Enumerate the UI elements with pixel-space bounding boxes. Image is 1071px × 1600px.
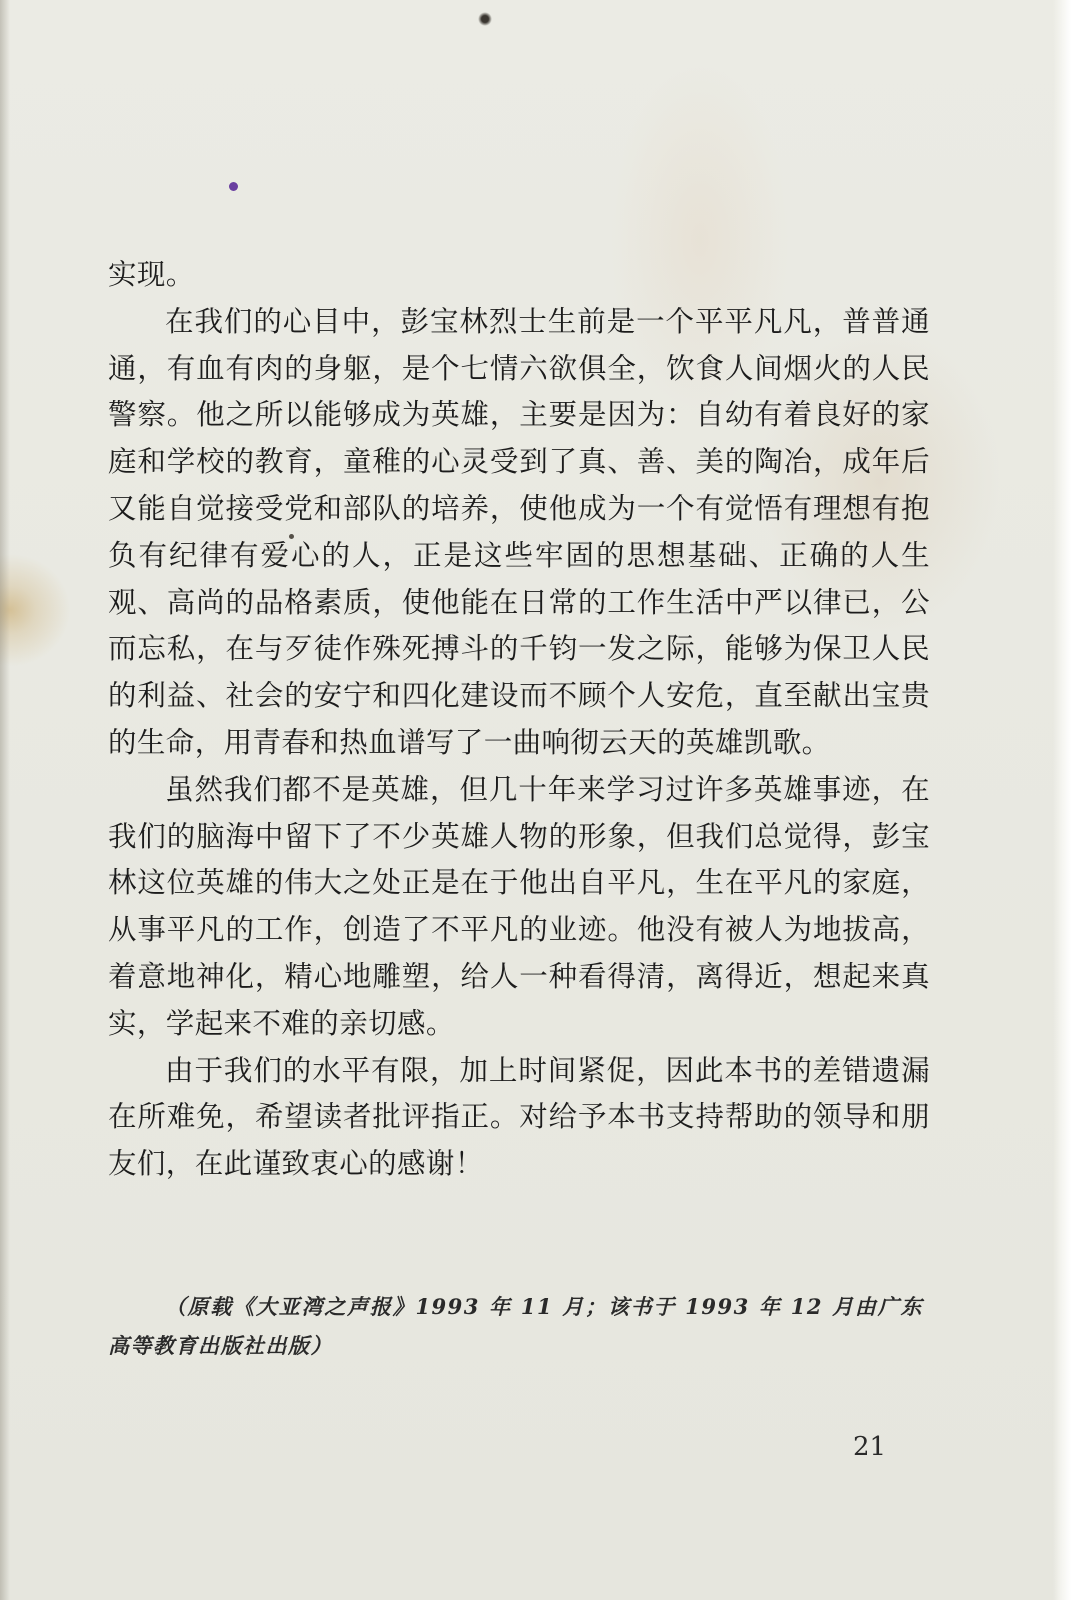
paragraph: 由于我们的水平有限，加上时间紧促，因此本书的差错遗漏在所难免，希望读者批评指正。对给予本书支持帮助的领导和朋友们，在此谨致衷心的感谢！ (108, 1053, 930, 1181)
page-number: 21 (853, 1432, 887, 1462)
paragraph-continued: 实现。 (108, 258, 195, 291)
page-left-edge-shadow (0, 0, 10, 1600)
ink-speck (478, 12, 492, 26)
paragraph: 虽然我们都不是英雄，但几十年来学习过许多英雄事迹，在我们的脑海中留下了不少英雄人物的形象，但我们总觉得，彭宝林这位英雄的伟大之处正是在于他出自平凡，生在平凡的家庭，从事平凡的工作，创造了不平凡的业迹。他没有被人为地拔高，着意地神化，精心地雕塑，给人一种看得清，离得近，想起来真实，学起来不难的亲切感。 (108, 772, 930, 1040)
body-text (108, 252, 930, 1188)
source-note: （原载《大亚湾之声报》1993 年 11 月；该书于 1993 年 12 月由广东高等教育出版社出版） (108, 1294, 923, 1358)
ink-speck (229, 182, 238, 191)
paragraph: 在我们的心目中，彭宝林烈士生前是一个平平凡凡，普普通通，有血有肉的身躯，是个七情六欲俱全，饮食人间烟火的人民警察。他之所以能够成为英雄，主要是因为：自幼有着良好的家庭和学校的教育，童稚的心灵受到了真、善、美的陶冶，成年后又能自觉接受党和部队的培养，使他成为一个有觉悟有理想有抱负有纪律有爱心的人，正是这些牢固的思想基础、正确的人生观、高尚的品格素质，使他能在日常的工作生活中严以律已，公而忘私，在与歹徒作殊死搏斗的千钧一发之际，能够为保卫人民的利益、社会的安宁和四化建设而不顾个人安危，直至献出宝贵的生命，用青春和热血谱写了一曲响彻云天的英雄凯歌。 (108, 304, 930, 759)
page-right-edge (1053, 0, 1071, 1600)
